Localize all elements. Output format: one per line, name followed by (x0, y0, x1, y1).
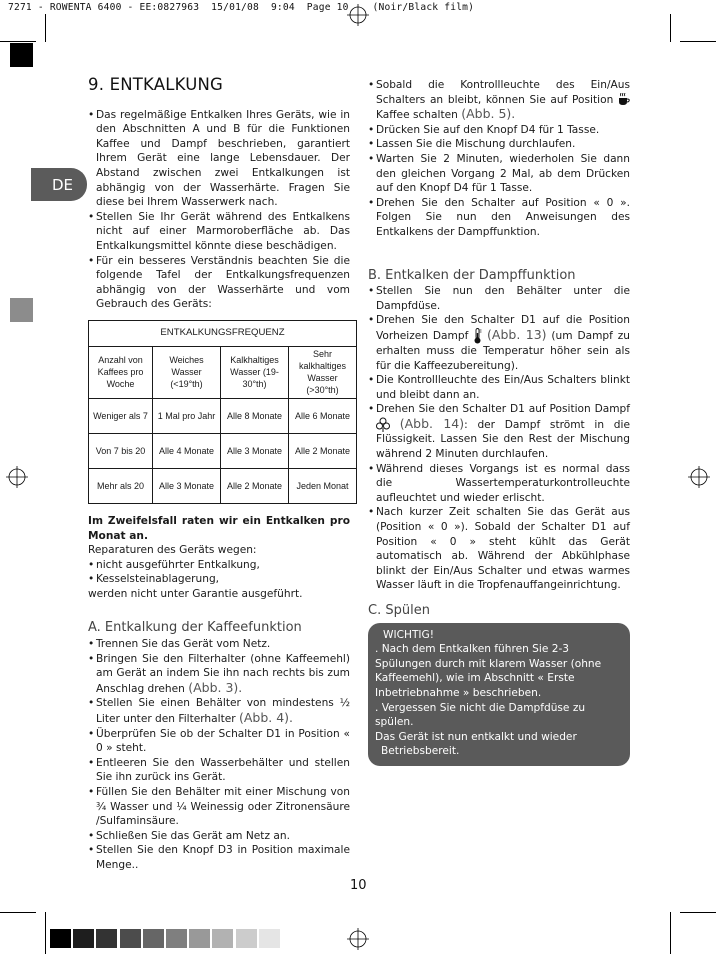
color-swatch (259, 929, 280, 948)
crop-mark (45, 912, 46, 954)
coffee-cup-icon (618, 93, 630, 106)
crop-mark (0, 41, 36, 42)
repairs-intro: Reparaturen des Geräts wegen: (88, 544, 257, 557)
table-cell: Alle 4 Monate (153, 433, 221, 468)
list-item: • Drücken Sie auf den Knopf D4 für 1 Tasse. (368, 123, 630, 138)
list-item: • Drehen Sie den Schalter D1 auf die Position Vorheizen Dampf (Abb. 13) (um Dampf zu erhalten muss die Temperatur höher sein als für die Kaffeezubereitung). (368, 313, 630, 373)
table-row (89, 468, 357, 503)
color-swatch (50, 929, 71, 948)
section-b-list (368, 284, 630, 593)
table-cell: Von 7 bis 20 (89, 433, 153, 468)
table-cell: Alle 3 Monate (221, 433, 289, 468)
note-line: Betriebsbereit. (381, 745, 460, 758)
table-cell: Alle 6 Monate (289, 398, 357, 433)
table-row (89, 433, 357, 468)
list-item: • Stellen Sie nun den Behälter unter die Dampfdüse. (368, 284, 630, 313)
page-number: 10 (350, 878, 367, 893)
table-cell: Jeden Monat (289, 468, 357, 503)
color-swatch (120, 929, 141, 948)
list-item: • Die Kontrollleuchte des Ein/Aus Schalters blinkt und bleibt dann an. (368, 373, 630, 402)
list-item: • Trennen Sie das Gerät vom Netz. (88, 637, 350, 652)
list-item: • Drehen Sie den Schalter auf Position « 0 ». Folgen Sie nun den Anweisungen des Entkalkens der Dampffunktion. (368, 196, 630, 240)
table-cell: Alle 8 Monate (221, 398, 289, 433)
note-heading: WICHTIG! (383, 628, 435, 641)
left-column (88, 75, 351, 873)
list-item: • Stellen Sie einen Behälter von mindestens ½ Liter unter den Filterhalter (Abb. 4). (88, 696, 350, 726)
descaling-frequency-table (88, 320, 357, 504)
color-swatch (166, 929, 187, 948)
registration-mark-icon (688, 466, 710, 488)
table-header: Kalkhaltiges Wasser (19-30°th) (221, 346, 289, 398)
registration-mark-icon (6, 466, 28, 488)
section-a-continued-list (368, 78, 630, 240)
crop-mark (670, 912, 671, 954)
language-tab (31, 168, 87, 201)
color-swatch (236, 929, 257, 948)
table-header: Weiches Wasser (<19°th) (153, 346, 221, 398)
section-a-title: A. Entkalkung der Kaffeefunktion (88, 620, 302, 636)
note-line: . Vergessen Sie nicht die Dampfdüse zu spülen. (375, 701, 586, 729)
intro-list (88, 108, 350, 312)
list-item: • Während dieses Vorgangs ist es normal dass die Wassertemperaturkontrolleuchte aufleuchtet und wieder erlischt. (368, 462, 630, 506)
section-a-list (88, 637, 350, 873)
list-item: • Bringen Sie den Filterhalter (ohne Kaffeemehl) am Gerät an indem Sie ihn nach rechts bis zum Anschlag drehen (Abb. 3). (88, 652, 350, 697)
list-item: • Nach kurzer Zeit schalten Sie das Gerät aus (Position « 0 »). Sobald der Schalter D1 auf Position « 0 » steht kühlt das Gerät automatisch ab. Während der Abkühlphase blinkt der Ein/Aus Schalter und etwas warmes Wasser läuft in die Tropfenauffangeinrichtung. (368, 505, 630, 593)
note-line: . Nach dem Entkalken führen Sie 2-3 Spülungen durch mit klarem Wasser (ohne Kaffeemehl), wie im Abschnitt « Erste Inbetriebnahme » beschrieben. (375, 643, 602, 699)
note-line: Das Gerät ist nun entkalkt und wieder (375, 730, 577, 743)
list-item: • Stellen Sie Ihr Gerät während des Entkalkens nicht auf einer Marmoroberfläche ab. Das Entkalkungsmittel könnte diese beschädigen. (88, 210, 350, 254)
important-note-box (368, 623, 630, 766)
gray-print-square (10, 298, 33, 322)
list-item: • Das regelmäßige Entkalken Ihres Geräts, wie in den Abschnitten A und B für die Funktionen Kaffee und Dampf beschrieben, garantiert Ihrem Gerät eine lange Lebensdauer. Der Abstand zwischen zwei Entkalkungen ist abhängig von der Wasserhärte. Fragen Sie diese bei Ihrem Wasserwerk nach. (88, 108, 350, 210)
table-header: Anzahl von Kaffees pro Woche (89, 346, 153, 398)
figure-ref: (Abb. 4). (238, 710, 294, 726)
color-swatch (73, 929, 94, 948)
table-cell: Alle 2 Monate (221, 468, 289, 503)
crop-mark (680, 912, 716, 913)
repairs-list (88, 558, 350, 587)
figure-ref: (Abb. 5). (461, 106, 516, 122)
print-slug: 7271 - ROWENTA 6400 - EE:0827963 15/01/08 9:04 Page 10 (Noir/Black film) (8, 2, 475, 13)
table-title: ENTKALKUNGSFREQUENZ (89, 320, 357, 346)
recommendation-text: Im Zweifelsfall raten wir ein Entkalken pro Monat an. (88, 514, 350, 542)
registration-mark-icon (347, 4, 369, 26)
list-item: • Stellen Sie den Knopf D3 in Position maximale Menge.. (88, 843, 350, 872)
list-item: • Kesselsteinablagerung, (88, 572, 350, 587)
language-tab-label: DE (52, 175, 74, 194)
list-item: • Für ein besseres Verständnis beachten Sie die folgende Tafel der Entkalkungsfrequenzen abhängig von der Wasserhärte und vom Gebrauch des Geräts: (88, 254, 350, 312)
list-item: • Warten Sie 2 Minuten, wiederholen Sie dann den gleichen Vorgang 2 Mal, ab dem Drücken auf den Knopf D4 für 1 Tasse. (368, 152, 630, 196)
table-row (89, 398, 357, 433)
crop-mark (680, 41, 716, 42)
color-swatch (189, 929, 210, 948)
section-b-title: B. Entkalken der Dampffunktion (368, 267, 576, 283)
table-cell: Alle 3 Monate (153, 468, 221, 503)
right-column (368, 78, 630, 766)
table-cell: 1 Mal pro Jahr (153, 398, 221, 433)
color-swatch (212, 929, 233, 948)
list-item: • Drehen Sie den Schalter D1 auf Position Dampf (Abb. 14): der Dampf strömt in die Flüssigkeit. Lassen Sie den Rest der Mischung während 2 Minuten durchlaufen. (368, 402, 630, 461)
figure-ref: (Abb. 3). (188, 679, 243, 695)
figure-ref: (Abb. 14) (399, 415, 465, 431)
color-swatch (143, 929, 164, 948)
crop-mark (45, 14, 46, 42)
figure-ref: (Abb. 13) (487, 326, 547, 342)
list-item: • Entleeren Sie den Wasserbehälter und stellen Sie ihn zurück ins Gerät. (88, 756, 350, 785)
list-item: • Sobald die Kontrollleuchte des Ein/Aus Schalters an bleibt, können Sie auf Position Kaffee schalten (Abb. 5). (368, 78, 630, 123)
crop-mark (0, 912, 36, 913)
list-item: • Überprüfen Sie ob der Schalter D1 in Position « 0 » steht. (88, 727, 350, 756)
steam-icon (376, 417, 390, 432)
list-item: • Lassen Sie die Mischung durchlaufen. (368, 137, 630, 152)
table-cell: Mehr als 20 (89, 468, 153, 503)
section-c-title: C. Spülen (368, 603, 430, 618)
thermometer-icon (473, 328, 482, 344)
repairs-outro: werden nicht unter Garantie ausgeführt. (88, 587, 303, 600)
page-title: 9. ENTKALKUNG (88, 75, 224, 94)
registration-mark-icon (347, 928, 369, 950)
black-print-square (10, 43, 33, 67)
table-header: Sehr kalkhaltiges Wasser (>30°th) (289, 346, 357, 398)
table-cell: Alle 2 Monate (289, 433, 357, 468)
list-item: • Schließen Sie das Gerät am Netz an. (88, 829, 350, 844)
color-swatch (96, 929, 117, 948)
list-item: • nicht ausgeführter Entkalkung, (88, 558, 350, 573)
table-cell: Weniger als 7 (89, 398, 153, 433)
list-item: • Füllen Sie den Behälter mit einer Mischung von ¾ Wasser und ¼ Weinessig oder Zitronensäure /Sulfaminsäure. (88, 785, 350, 829)
crop-mark (670, 14, 671, 42)
